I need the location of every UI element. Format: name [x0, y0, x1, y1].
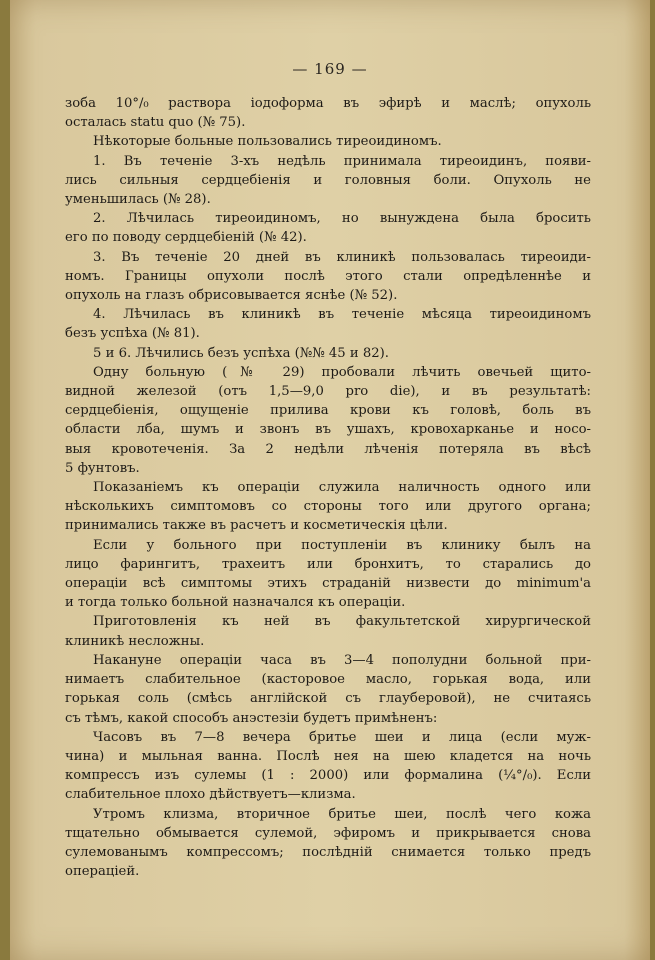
text-line: сердцебіенія, ощущеніе прилива крови къ головѣ, боль въ [65, 403, 591, 419]
text-line: Показаніемъ къ операціи служила наличность одного или [93, 480, 591, 496]
text-line: осталась statu quo (№ 75). [65, 115, 246, 131]
text-line: слабительное плохо дѣйствуетъ—клизма. [65, 787, 356, 803]
text-line: 4. Лѣчилась въ клиникѣ въ теченіе мѣсяца тиреоидиномъ [93, 307, 591, 323]
body-text [65, 94, 591, 881]
text-line: 3. Въ теченіе 20 дней въ клиникѣ пользовалась тиреоиди- [93, 249, 591, 265]
text-line: сулемованымъ компрессомъ; послѣдній снимается только предъ [65, 844, 591, 860]
book-page [10, 0, 650, 960]
text-line: клиникѣ несложны. [65, 633, 205, 649]
text-line: лицо фарингитъ, трахеитъ или бронхитъ, то старались до [65, 556, 591, 572]
text-line: Часовъ въ 7—8 вечера бритье шеи и лица (если муж- [93, 729, 591, 745]
text-line: и тогда только больной назначался къ операціи. [65, 595, 406, 611]
text-line: лись сильныя сердцебіенія и головныя боли. Опухоль не [65, 172, 591, 188]
text-line: принимались также въ расчетъ и косметическія цѣли. [65, 518, 448, 534]
text-line: безъ успѣха (№ 81). [65, 326, 200, 342]
text-line: компрессъ изъ сулемы (1 : 2000) или формалина (¼°/₀). Если [65, 768, 591, 784]
text-line: области лба, шумъ и звонъ въ ушахъ, кровохарканье и носо- [65, 422, 591, 438]
text-line: уменьшилась (№ 28). [65, 192, 211, 208]
text-line: выя кровотеченія. За 2 недѣли лѣченія потеряла въ вѣсѣ [65, 441, 591, 457]
text-line: Нѣкоторые больные пользовались тиреоидиномъ. [93, 134, 442, 150]
text-line: 5 фунтовъ. [65, 460, 140, 476]
text-line: операціи всѣ симптомы этихъ страданій низвести до minimum'а [65, 576, 591, 592]
text-line: зоба 10°/₀ раствора іодоформа въ эфирѣ и маслѣ; опухоль [65, 96, 591, 111]
text-line: Накануне операціи часа въ 3—4 пополудни больной при- [93, 652, 591, 668]
text-line: номъ. Границы опухоли послѣ этого стали опредѣленнѣе и [65, 268, 591, 284]
page-number: — 169 — [292, 60, 368, 78]
text-line: нѣсколькихъ симптомовъ со стороны того или другого органа; [65, 499, 591, 515]
text-line: тщательно обмывается сулемой, эфиромъ и прикрывается снова [65, 825, 591, 841]
text-line: чина) и мыльная ванна. Послѣ нея на шею кладется на ночь [65, 748, 591, 764]
text-line: Приготовленія къ ней въ факультетской хирургической [93, 614, 591, 630]
text-line: 2. Лѣчилась тиреоидиномъ, но вынуждена была бросить [93, 211, 591, 227]
text-line: опухоль на глазъ обрисовывается яснѣе (№ 52). [65, 288, 398, 304]
text-line: 5 и 6. Лѣчились безъ успѣха (№№ 45 и 82). [93, 345, 389, 361]
text-line: его по поводу сердцебіеній (№ 42). [65, 230, 307, 246]
text-line: видной железой (отъ 1,5—9,0 pro die), и въ результатѣ: [65, 384, 591, 400]
text-line: нимаетъ слабительное (касторовое масло, горькая вода, или [65, 672, 591, 688]
text-line: горькая соль (смѣсь англійской съ глауберовой), не считаясь [65, 691, 591, 707]
text-line: Если у больного при поступленіи въ клинику былъ на [93, 537, 591, 553]
text-line: Одну больную (№ 29) пробовали лѣчить овечьей щито- [93, 364, 591, 380]
text-line: Утромъ клизма, вторичное бритье шеи, послѣ чего кожа [93, 806, 591, 822]
text-line: съ тѣмъ, какой способъ анэстезіи будетъ примѣненъ: [65, 710, 438, 726]
text-line: операціей. [65, 864, 140, 880]
text-line: 1. Въ теченіе 3-хъ недѣль принимала тиреоидинъ, появи- [93, 153, 591, 169]
